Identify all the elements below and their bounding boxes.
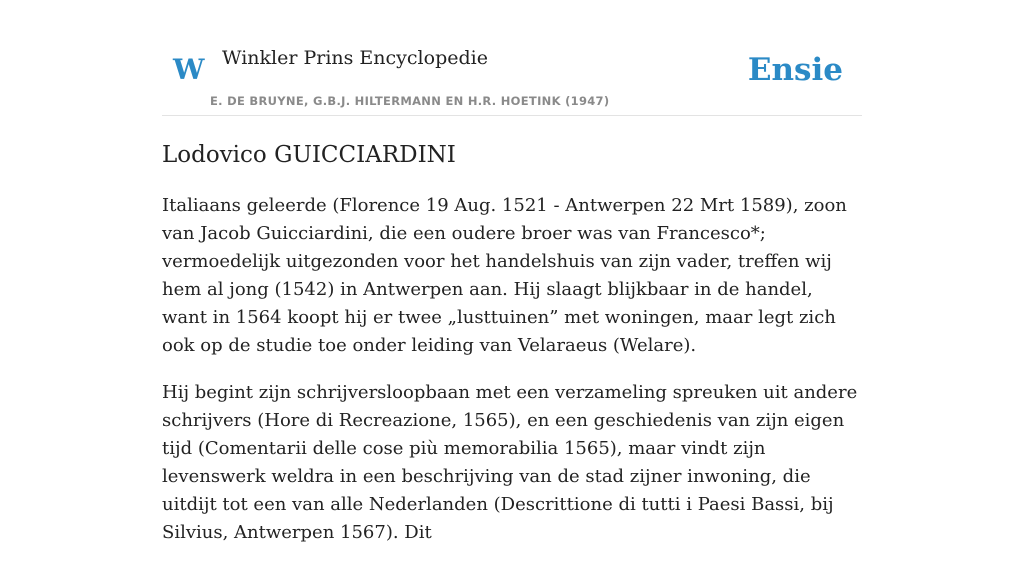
- source-logo[interactable]: W: [173, 53, 205, 86]
- article-body: [162, 192, 862, 566]
- source-title[interactable]: Winkler Prins Encyclopedie: [222, 47, 488, 69]
- source-authors: E. DE BRUYNE, G.B.J. HILTERMANN EN H.R. HOETINK (1947): [210, 94, 610, 108]
- page-header: [162, 0, 862, 116]
- article-paragraph: Hij begint zijn schrijversloopbaan met een verzameling spreuken uit andere schrijvers (Hore di Recreazione, 1565), en een geschiedenis van zijn eigen tijd (Comentarii delle cose più memorabilia 1565), maar vindt zijn levenswerk weldra in een beschrijving van de stad zijner inwoning, die uitdijt tot een van alle Nederlanden (Descrittione di tutti i Paesi Bassi, bij Silvius, Antwerpen 1567). Dit: [162, 382, 858, 543]
- page: [162, 0, 862, 543]
- article-title: Lodovico GUICCIARDINI: [162, 142, 456, 168]
- ensie-logo-link[interactable]: Ensie: [747, 52, 843, 88]
- article-paragraph: Italiaans geleerde (Florence 19 Aug. 1521 - Antwerpen 22 Mrt 1589), zoon van Jacob Guicciardini, die een oudere broer was van Francesco*; vermoedelijk uitgezonden voor het handelshuis van zijn vader, treffen wij hem al jong (1542) in Antwerpen aan. Hij slaagt blijkbaar in de handel, want in 1564 koopt hij er twee „lusttuinen” met woningen, maar legt zich ook op de studie toe onder leiding van Velaraeus (Welare).: [162, 195, 847, 356]
